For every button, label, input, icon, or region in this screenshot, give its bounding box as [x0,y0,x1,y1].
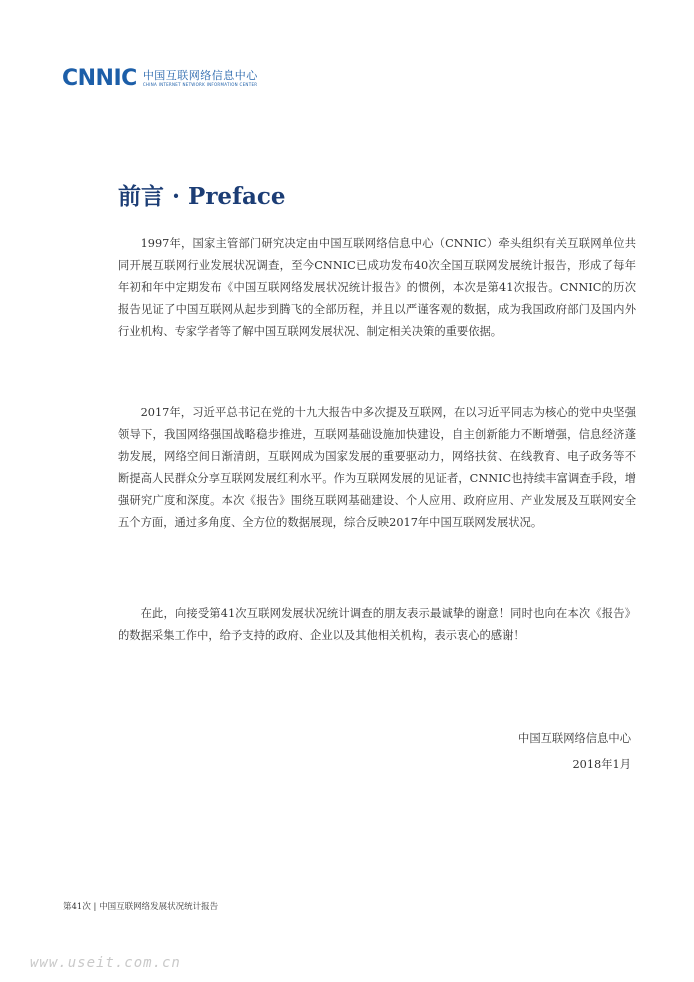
logo-cn-name: 中国互联网络信息中心 [142,69,258,82]
logo-en-name: CHINA INTERNET NETWORK INFORMATION CENTER [142,82,258,87]
paragraph-2: 2017年，习近平总书记在党的十九大报告中多次提及互联网，在以习近平同志为核心的党中央坚强领导下，我国网络强国战略稳步推进，互联网基础设施加快建设，自主创新能力不断增强，信息经济蓬勃发展，网络空间日渐清朗，互联网成为国家发展的重要驱动力，网络扶贫、在线教育、电子政务等不断提高人民群众分享互联网发展红利水平。作为互联网发展的见证者，CNNIC也持续丰富调查手段，增强研究广度和深度。本次《报告》围绕互联网基础建设、个人应用、政府应用、产业发展及互联网安全五个方面，通过多角度、全方位的数据展现，综合反映2017年中国互联网发展状况。 [118,406,636,529]
paragraph-3: 在此，向接受第41次互联网发展状况统计调查的朋友表示最诚挚的谢意！同时也向在本次《报告》的数据采集工作中，给予支持的政府、企业以及其他相关机构，表示衷心的感谢！ [118,607,636,642]
signature-org: 中国互联网络信息中心 [518,732,631,745]
watermark: www.useit.com.cn [30,955,181,971]
page-footer: 第41次 | 中国互联网络发展状况统计报告 [63,902,219,912]
page-title: 前言 · Preface [118,183,286,210]
logo-text [143,69,258,88]
logo-mark: CNNIC [62,66,137,91]
cnnic-logo [62,66,258,91]
signature-date: 2018年1月 [572,758,631,771]
paragraph-1: 1997年，国家主管部门研究决定由中国互联网络信息中心（CNNIC）牵头组织有关互联网单位共同开展互联网行业发展状况调查，至今CNNIC已成功发布40次全国互联网发展统计报告，形成了每年年初和年中定期发布《中国互联网络发展状况统计报告》的惯例，本次是第41次报告。CNNIC的历次报告见证了中国互联网从起步到腾飞的全部历程，并且以严谨客观的数据，成为我国政府部门及国内外行业机构、专家学者等了解中国互联网发展状况、制定相关决策的重要依据。 [118,237,636,338]
